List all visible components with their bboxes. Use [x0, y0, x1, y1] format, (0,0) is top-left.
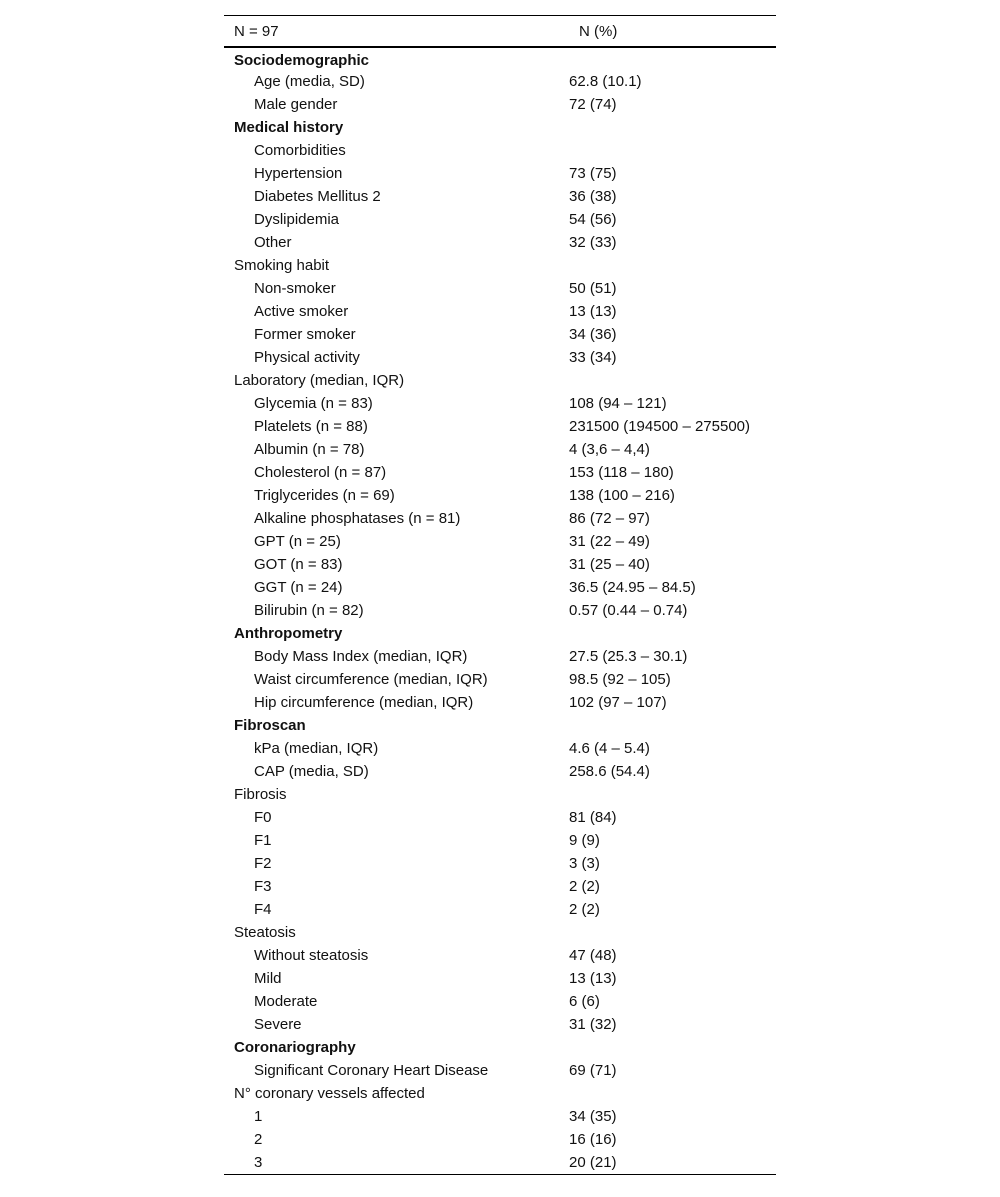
table-body — [224, 47, 776, 1174]
row-value: 2 (2) — [569, 901, 600, 918]
row-value — [569, 139, 776, 162]
row-value: 138 (100 – 216) — [569, 487, 675, 504]
table-row — [224, 484, 776, 507]
table-row — [224, 645, 776, 668]
table-row — [224, 1059, 776, 1082]
row-value — [569, 369, 776, 392]
table-row — [224, 691, 776, 714]
row-value — [569, 921, 776, 944]
row-label: Triglycerides (n = 69) — [254, 487, 395, 504]
row-value: 9 (9) — [569, 832, 600, 849]
row-label: Anthropometry — [234, 625, 343, 642]
row-label: F1 — [254, 832, 272, 849]
row-label: Mild — [254, 970, 282, 987]
table-row — [224, 530, 776, 553]
table-row — [224, 714, 776, 737]
table-row — [224, 70, 776, 93]
row-label: Hip circumference (median, IQR) — [254, 694, 474, 711]
row-value: 153 (118 – 180) — [569, 464, 674, 481]
row-label: Dyslipidemia — [254, 211, 340, 228]
row-label: GPT (n = 25) — [254, 533, 341, 550]
row-label: Steatosis — [234, 924, 296, 941]
row-label: Laboratory (median, IQR) — [234, 372, 405, 389]
row-label: Age (media, SD) — [254, 73, 365, 90]
row-value: 34 (36) — [569, 326, 617, 343]
row-label: Fibrosis — [234, 786, 287, 803]
table-row — [224, 829, 776, 852]
row-value: 31 (25 – 40) — [569, 556, 650, 573]
table-row — [224, 1128, 776, 1151]
row-value — [569, 783, 776, 806]
table-row — [224, 737, 776, 760]
table-row — [224, 231, 776, 254]
table-row — [224, 208, 776, 231]
row-label: Severe — [254, 1016, 302, 1033]
row-label: Albumin (n = 78) — [254, 441, 365, 458]
header-row — [224, 16, 776, 48]
table-row — [224, 898, 776, 921]
table-row — [224, 944, 776, 967]
row-value: 27.5 (25.3 – 30.1) — [569, 648, 688, 665]
table-row — [224, 852, 776, 875]
row-label: Glycemia (n = 83) — [254, 395, 373, 412]
row-value: 86 (72 – 97) — [569, 510, 650, 527]
table-row — [224, 346, 776, 369]
row-value: 98.5 (92 – 105) — [569, 671, 671, 688]
row-label: Other — [254, 234, 292, 251]
patient-characteristics-table — [224, 15, 776, 1175]
row-label: CAP (media, SD) — [254, 763, 369, 780]
row-label: F2 — [254, 855, 272, 872]
row-value: 31 (32) — [569, 1016, 617, 1033]
row-value: 13 (13) — [569, 970, 617, 987]
row-label: F4 — [254, 901, 272, 918]
table-row — [224, 1013, 776, 1036]
row-label: Physical activity — [254, 349, 360, 366]
row-label: Smoking habit — [234, 257, 330, 274]
row-label: Hypertension — [254, 165, 343, 182]
row-label: Comorbidities — [254, 142, 346, 159]
row-label: kPa (median, IQR) — [254, 740, 379, 757]
row-value: 102 (97 – 107) — [569, 694, 667, 711]
row-value: 72 (74) — [569, 96, 617, 113]
table-row — [224, 875, 776, 898]
row-label: Cholesterol (n = 87) — [254, 464, 387, 481]
row-label: Significant Coronary Heart Disease — [254, 1062, 489, 1079]
row-value: 36 (38) — [569, 188, 617, 205]
row-value — [569, 47, 776, 70]
table-row — [224, 507, 776, 530]
row-label: Former smoker — [254, 326, 356, 343]
table-row — [224, 162, 776, 185]
table-row — [224, 783, 776, 806]
row-label: Sociodemographic — [234, 51, 370, 69]
row-label: Coronariography — [234, 1039, 356, 1056]
table-row — [224, 553, 776, 576]
row-label: GGT (n = 24) — [254, 579, 343, 596]
row-label: Diabetes Mellitus 2 — [254, 188, 381, 205]
table-row — [224, 576, 776, 599]
row-label: Active smoker — [254, 303, 349, 320]
row-label: 1 — [254, 1108, 263, 1125]
row-label: Alkaline phosphatases (n = 81) — [254, 510, 461, 527]
row-value: 4 (3,6 – 4,4) — [569, 441, 650, 458]
row-value: 62.8 (10.1) — [569, 73, 642, 90]
row-value — [569, 1036, 776, 1059]
row-value: 32 (33) — [569, 234, 617, 251]
row-value — [569, 116, 776, 139]
row-label: Fibroscan — [234, 717, 306, 734]
row-value — [569, 622, 776, 645]
row-value — [569, 254, 776, 277]
row-value: 34 (35) — [569, 1108, 617, 1125]
row-value: 69 (71) — [569, 1062, 617, 1079]
row-label: N° coronary vessels affected — [234, 1085, 425, 1102]
table-row — [224, 967, 776, 990]
row-label: GOT (n = 83) — [254, 556, 343, 573]
row-value: 81 (84) — [569, 809, 617, 826]
row-label: Without steatosis — [254, 947, 369, 964]
table-row — [224, 254, 776, 277]
row-value: 47 (48) — [569, 947, 617, 964]
table-row — [224, 461, 776, 484]
row-value: 73 (75) — [569, 165, 617, 182]
row-label: 2 — [254, 1131, 263, 1148]
table-row — [224, 622, 776, 645]
table-row — [224, 1151, 776, 1174]
table-row — [224, 599, 776, 622]
row-label: F0 — [254, 809, 272, 826]
row-value: 258.6 (54.4) — [569, 763, 650, 780]
row-label: Medical history — [234, 119, 344, 136]
table-row — [224, 139, 776, 162]
row-value: 108 (94 – 121) — [569, 395, 667, 412]
row-value: 3 (3) — [569, 855, 600, 872]
row-value: 36.5 (24.95 – 84.5) — [569, 579, 696, 596]
row-value: 20 (21) — [569, 1153, 617, 1171]
table-row — [224, 277, 776, 300]
row-value: 2 (2) — [569, 878, 600, 895]
row-label: 3 — [254, 1153, 263, 1171]
table-row — [224, 668, 776, 691]
header-cell-percent: N (%) — [579, 22, 618, 40]
row-value: 33 (34) — [569, 349, 617, 366]
table-row — [224, 438, 776, 461]
row-value — [569, 1082, 776, 1105]
row-value: 54 (56) — [569, 211, 617, 228]
table-row — [224, 93, 776, 116]
row-label: Waist circumference (median, IQR) — [254, 671, 488, 688]
row-label: F3 — [254, 878, 272, 895]
table-row — [224, 323, 776, 346]
row-label: Platelets (n = 88) — [254, 418, 368, 435]
header-cell-population: N = 97 — [234, 22, 279, 40]
table-row — [224, 760, 776, 783]
row-label: Non-smoker — [254, 280, 336, 297]
row-value: 13 (13) — [569, 303, 617, 320]
table-row — [224, 990, 776, 1013]
table-row — [224, 369, 776, 392]
table-row — [224, 921, 776, 944]
table-row — [224, 806, 776, 829]
table-row — [224, 415, 776, 438]
row-label: Male gender — [254, 96, 338, 113]
data-table-container — [224, 15, 776, 1175]
row-value: 231500 (194500 – 275500) — [569, 418, 750, 435]
row-label: Bilirubin (n = 82) — [254, 602, 364, 619]
row-value: 50 (51) — [569, 280, 617, 297]
row-value: 16 (16) — [569, 1131, 617, 1148]
row-value: 0.57 (0.44 – 0.74) — [569, 602, 688, 619]
table-row — [224, 47, 776, 70]
table-row — [224, 1105, 776, 1128]
row-value — [569, 714, 776, 737]
table-header — [224, 16, 776, 48]
row-label: Body Mass Index (median, IQR) — [254, 648, 468, 665]
table-row — [224, 116, 776, 139]
row-label: Moderate — [254, 993, 318, 1010]
table-row — [224, 392, 776, 415]
row-value: 6 (6) — [569, 993, 600, 1010]
table-row — [224, 1082, 776, 1105]
row-value: 4.6 (4 – 5.4) — [569, 740, 650, 757]
row-value: 31 (22 – 49) — [569, 533, 650, 550]
table-row — [224, 1036, 776, 1059]
table-row — [224, 185, 776, 208]
table-row — [224, 300, 776, 323]
